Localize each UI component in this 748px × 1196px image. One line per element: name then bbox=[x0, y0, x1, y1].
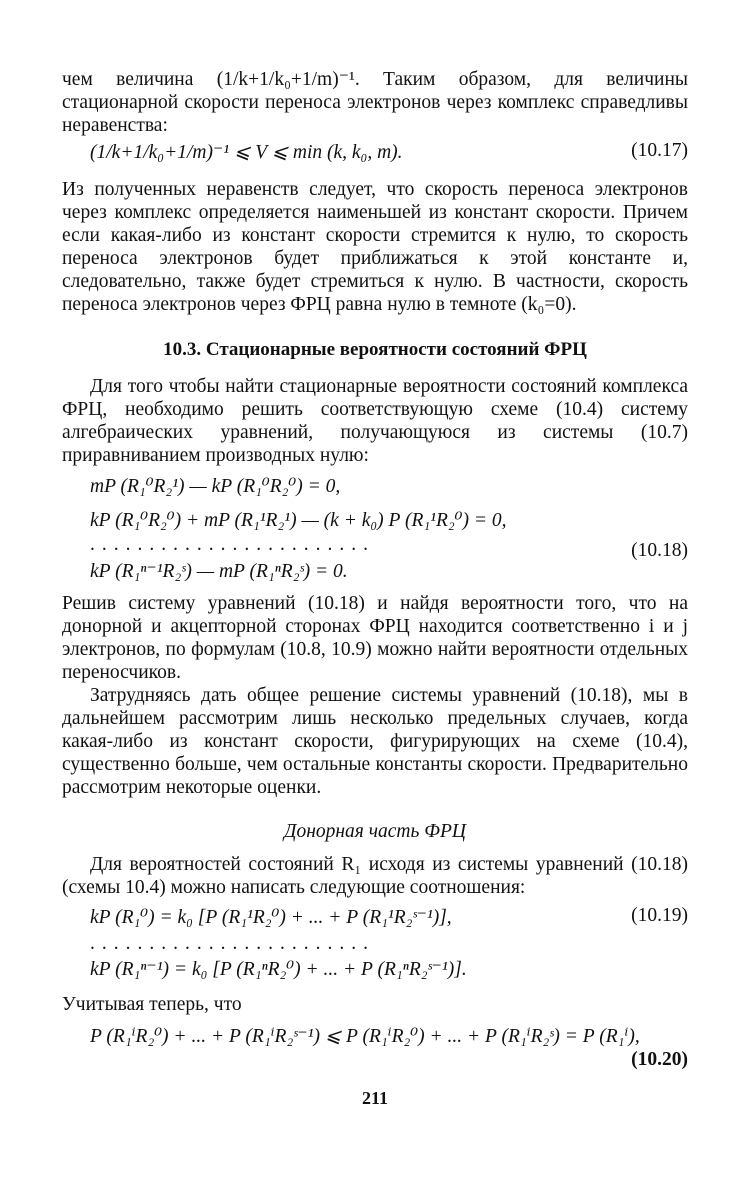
equation-formula: kP (R₁ⁿ⁻¹R₂ˢ) — mP (R₁ⁿR₂ˢ) = 0. bbox=[90, 561, 348, 582]
equation-10-18-b bbox=[62, 500, 688, 534]
paragraph: чем величина (1/k+1/k₀+1/m)⁻¹. Таким образом, для величины стационарной скорости переноса электронов через комплекс справедливы неравенства: bbox=[62, 69, 688, 136]
page-body bbox=[62, 68, 688, 1109]
equation-10-19-dots bbox=[62, 933, 688, 954]
equation-number: (10.19) bbox=[631, 905, 688, 926]
equation-10-17 bbox=[62, 137, 688, 166]
equation-10-20 bbox=[62, 1016, 688, 1046]
paragraph: Для вероятностей состояний R₁ исходя из системы уравнений (10.18) (схемы 10.4) можно написать следующие соотношения: bbox=[62, 854, 688, 898]
equation-number: (10.17) bbox=[631, 140, 688, 161]
equation-dots: ........................ bbox=[90, 933, 375, 954]
equation-number: (10.20) bbox=[631, 1049, 688, 1070]
equation-10-20-number-row bbox=[62, 1046, 688, 1074]
paragraph: Для того чтобы найти стационарные вероятности состояний комплекса ФРЦ, необходимо решить соответствующую схеме (10.4) систему алгебраических уравнений, получающуюся из системы (10.7) приравниванием производных нулю: bbox=[62, 376, 688, 466]
equation-formula: kP (R₁⁰) = k₀ [P (R₁¹R₂⁰) + ... + P (R₁¹R₂ˢ⁻¹)], bbox=[90, 907, 452, 928]
paragraph: Затрудняясь дать общее решение системы уравнений (10.18), мы в дальнейшем рассмотрим лишь несколько предельных случаев, когда какая-либо из констант скорости, фигурирующих на схеме (10.4), существенно больше, чем остальные константы скорости. Предварительно рассмотрим некоторые оценки. bbox=[62, 685, 688, 798]
equation-formula: (1/k+1/k₀+1/m)⁻¹ ⩽ V ⩽ min (k, k₀, m). bbox=[90, 142, 403, 163]
equation-formula: kP (R₁⁰R₂⁰) + mP (R₁¹R₂¹) — (k + k₀) P (R₁¹R₂⁰) = 0, bbox=[90, 510, 507, 531]
equation-10-18-a bbox=[62, 471, 688, 500]
equation-formula: mP (R₁⁰R₂¹) — kP (R₁⁰R₂⁰) = 0, bbox=[90, 476, 341, 497]
section-title: 10.3. Стационарные вероятности состояний ФРЦ bbox=[163, 339, 587, 360]
equation-formula: P (R₁ⁱR₂⁰) + ... + P (R₁ⁱR₂ˢ⁻¹) ⩽ P (R₁ⁱR₂⁰) + ... + P (R₁ⁱR₂ˢ) = P (R₁ⁱ), bbox=[90, 1026, 640, 1047]
page-number: 211 bbox=[361, 1088, 388, 1108]
paragraph: Учитывая теперь, что bbox=[62, 994, 242, 1015]
paragraph: Из полученных неравенств следует, что скорость переноса электронов через комплекс определяется наименьшей из констант скорости. Причем если какая-либо из констант скорости стремится к нулю, то скорость переноса электронов будет приближаться к этой константе и, следовательно, также будет стремиться к нулю. В частности, скорость переноса электронов через ФРЦ равна нулю в темноте (k₀=0). bbox=[62, 179, 688, 315]
equation-10-18-c bbox=[62, 554, 688, 586]
subsection-title: Донорная часть ФРЦ bbox=[284, 821, 466, 842]
equation-10-18-dots bbox=[62, 534, 688, 561]
equation-10-19-b bbox=[62, 949, 688, 985]
paragraph: Решив систему уравнений (10.18) и найдя вероятности того, что на донорной и акцепторной сторонах ФРЦ находится соответственно i и j электронов, по формулам (10.8, 10.9) можно найти вероятности отдельных переносчиков. bbox=[62, 593, 688, 683]
equation-10-19-a bbox=[62, 899, 688, 933]
equation-dots: ........................ bbox=[90, 534, 375, 555]
equation-formula: kP (R₁ⁿ⁻¹) = k₀ [P (R₁ⁿR₂⁰) + ... + P (R₁ⁿR₂ˢ⁻¹)]. bbox=[90, 959, 467, 980]
equation-number: (10.18) bbox=[631, 540, 688, 561]
